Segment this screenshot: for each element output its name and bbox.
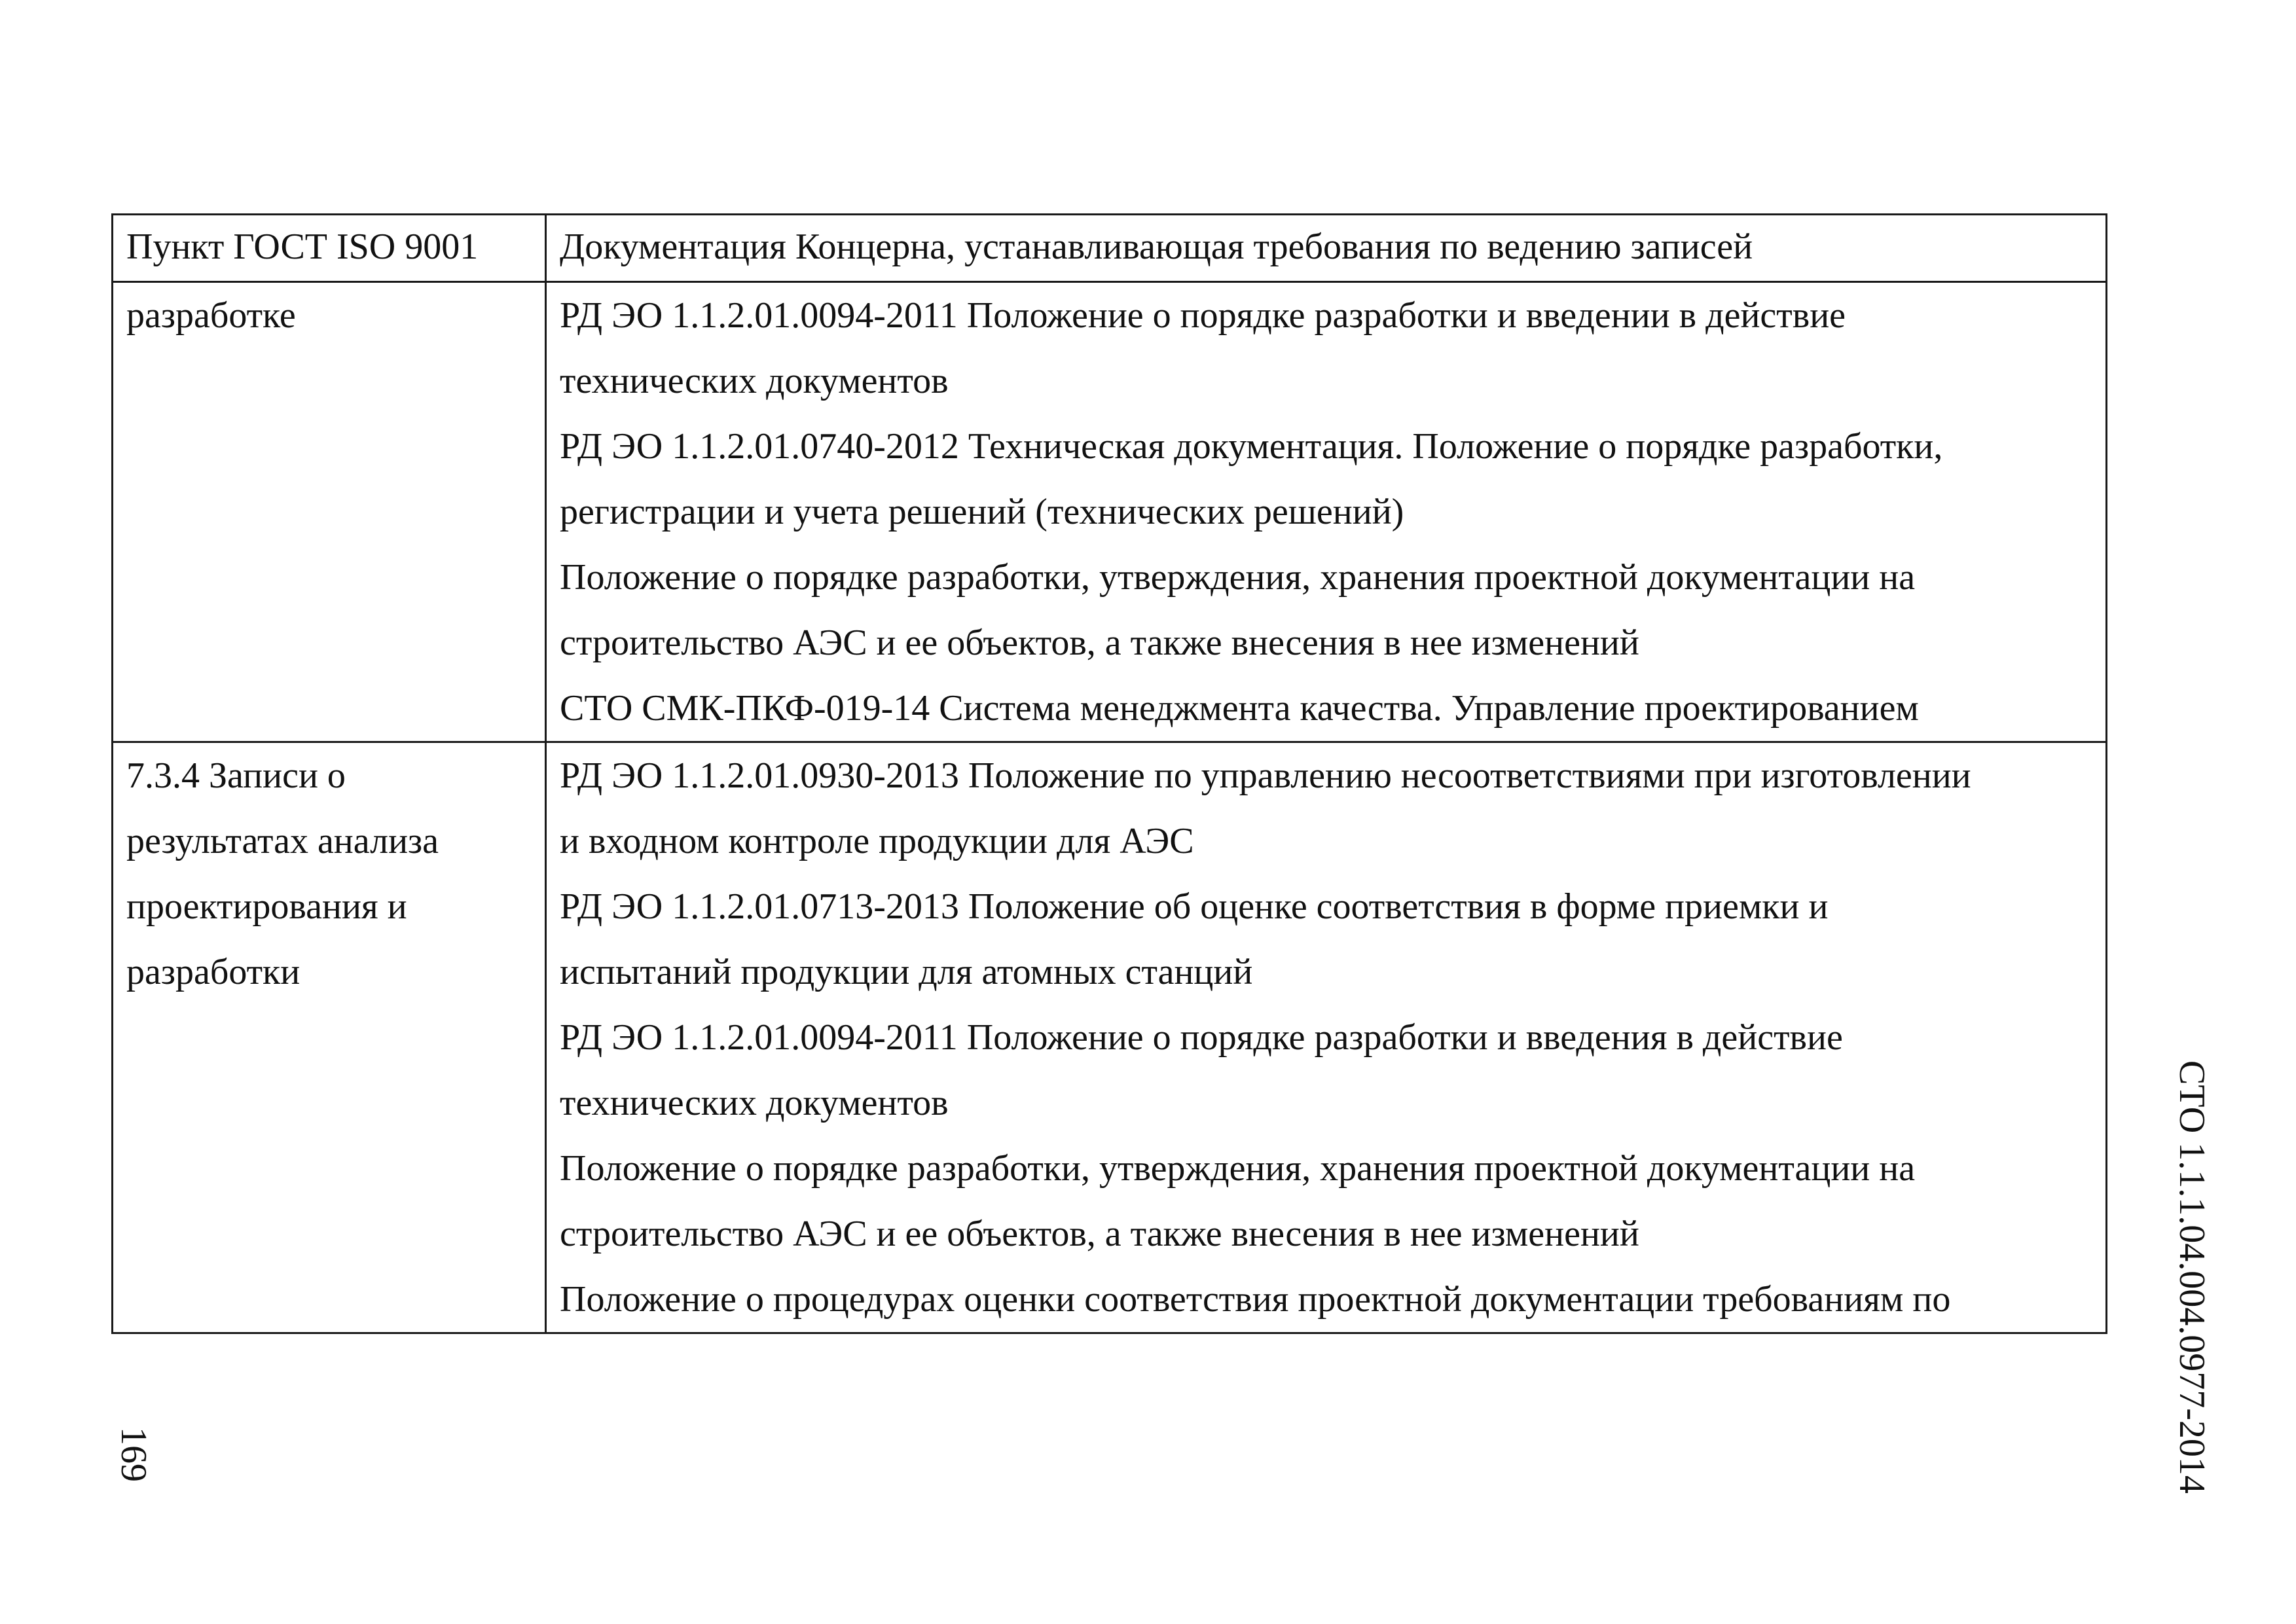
clause-line: разработки bbox=[126, 952, 301, 992]
doc-line: РД ЭО 1.1.2.01.0930-2013 Положение по управлению несоответствиями при изготовлении bbox=[560, 755, 1971, 796]
doc-line: строительство АЭС и ее объектов, а также внесения в нее изменений bbox=[560, 623, 1639, 663]
table-header-row bbox=[113, 215, 2107, 282]
clause-line: разработке bbox=[126, 295, 296, 336]
doc-line: РД ЭО 1.1.2.01.0713-2013 Положение об оценке соответствия в форме приемки и bbox=[560, 886, 1829, 927]
clause-cell bbox=[113, 282, 546, 742]
clause-line: проектирования и bbox=[126, 886, 407, 927]
doc-line: строительство АЭС и ее объектов, а также внесения в нее изменений bbox=[560, 1214, 1639, 1254]
page-number: 169 bbox=[113, 1427, 154, 1482]
doc-line: регистрации и учета решений (технических решений) bbox=[560, 492, 1404, 532]
header-concern-documentation: Документация Концерна, устанавливающая требования по ведению записей bbox=[546, 215, 2107, 282]
records-table bbox=[111, 213, 2107, 1334]
table-row bbox=[113, 742, 2107, 1333]
documentation-cell bbox=[546, 742, 2107, 1333]
table-row bbox=[113, 282, 2107, 742]
clause-line: 7.3.4 Записи о bbox=[126, 755, 346, 796]
doc-line: технических документов bbox=[560, 1083, 949, 1123]
clause-line: результатах анализа bbox=[126, 821, 439, 861]
doc-line: и входном контроле продукции для АЭС bbox=[560, 821, 1194, 861]
doc-line: СТО СМК-ПКФ-019-14 Система менеджмента качества. Управление проектированием bbox=[560, 688, 1919, 729]
clause-cell bbox=[113, 742, 546, 1333]
doc-line: технических документов bbox=[560, 361, 949, 401]
documentation-cell bbox=[546, 282, 2107, 742]
doc-line: РД ЭО 1.1.2.01.0094-2011 Положение о порядке разработки и введении в действие bbox=[560, 295, 1846, 336]
doc-line: Положение о порядке разработки, утверждения, хранения проектной документации на bbox=[560, 557, 1916, 598]
doc-line: испытаний продукции для атомных станций bbox=[560, 952, 1253, 992]
document-code: СТО 1.1.1.04.004.0977-2014 bbox=[2172, 1060, 2212, 1494]
doc-line: РД ЭО 1.1.2.01.0740-2012 Техническая документация. Положение о порядке разработки, bbox=[560, 426, 1943, 467]
doc-line: РД ЭО 1.1.2.01.0094-2011 Положение о порядке разработки и введения в действие bbox=[560, 1017, 1843, 1058]
doc-line: Положение о процедурах оценки соответствия проектной документации требованиям по bbox=[560, 1279, 1951, 1320]
header-gost-clause: Пункт ГОСТ ISO 9001 bbox=[113, 215, 546, 282]
doc-line: Положение о порядке разработки, утверждения, хранения проектной документации на bbox=[560, 1148, 1916, 1189]
